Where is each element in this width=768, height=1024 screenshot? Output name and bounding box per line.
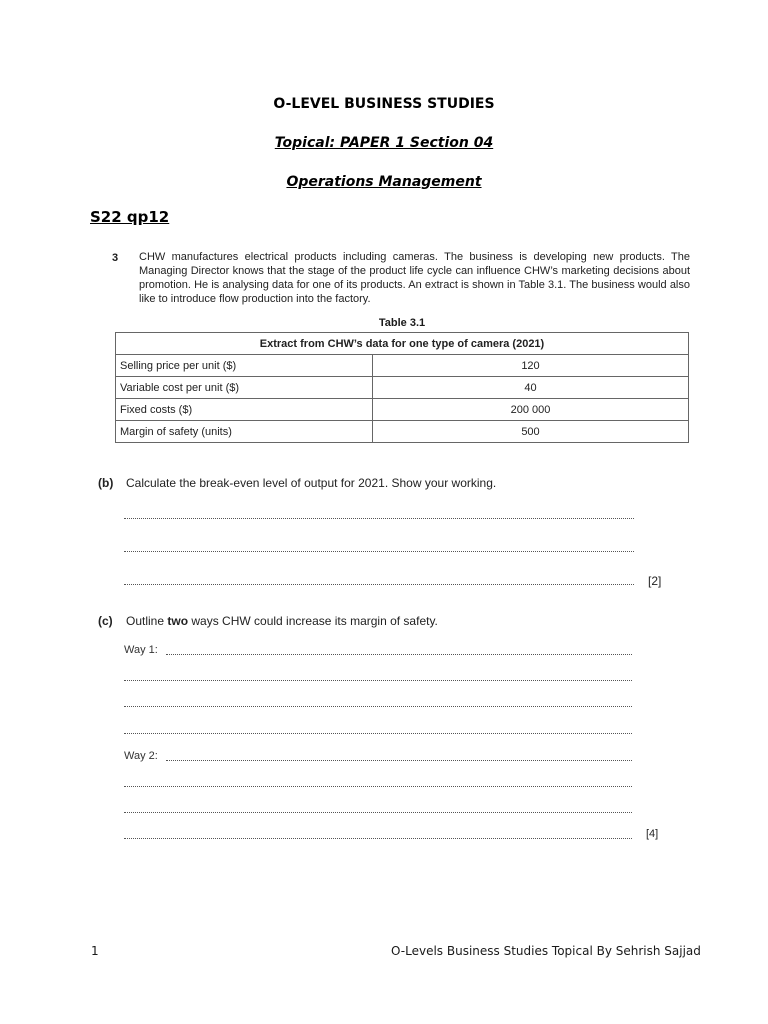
- part-c-text-pre: Outline: [126, 614, 168, 628]
- answer-line[interactable]: [124, 733, 632, 734]
- answer-line[interactable]: [124, 812, 632, 813]
- table-row: [116, 421, 689, 443]
- answer-line[interactable]: [166, 654, 632, 655]
- table-row: [116, 377, 689, 399]
- part-c-label: (c): [98, 614, 113, 628]
- answer-line[interactable]: [166, 760, 632, 761]
- part-c-text-post: ways CHW could increase its margin of safety.: [188, 614, 438, 628]
- part-c-marks: [4]: [646, 828, 659, 840]
- row-value: 200 000: [373, 399, 689, 421]
- answer-line[interactable]: [124, 584, 634, 585]
- answer-line[interactable]: [124, 518, 634, 519]
- part-b-label: (b): [98, 476, 114, 490]
- footer-credit: O-Levels Business Studies Topical By Sehrish Sajjad: [391, 944, 701, 958]
- way-1-label: Way 1:: [124, 644, 158, 656]
- row-label: Variable cost per unit ($): [116, 377, 373, 399]
- section-heading: Operations Management: [286, 174, 482, 190]
- document-title: O-LEVEL BUSINESS STUDIES: [273, 96, 495, 112]
- page-number: 1: [91, 944, 99, 958]
- way-2-label: Way 2:: [124, 750, 158, 762]
- answer-line[interactable]: [124, 838, 632, 839]
- part-c-text-bold: two: [167, 614, 189, 628]
- row-value: 40: [373, 377, 689, 399]
- answer-line[interactable]: [124, 680, 632, 681]
- row-label: Selling price per unit ($): [116, 355, 373, 377]
- part-b-marks: [2]: [648, 574, 662, 588]
- table-title: Table 3.1: [378, 317, 426, 329]
- question-intro: CHW manufactures electrical products including cameras. The business is developing new products. The Managing Director knows that the stage of the product life cycle can influence CHW’s marketing decisions about promotion. He is analysing data for one of its products. An extract is shown in Table 3.1. The business would also like to introduce flow production into the factory.: [139, 251, 690, 305]
- row-label: Margin of safety (units): [116, 421, 373, 443]
- row-label: Fixed costs ($): [116, 399, 373, 421]
- part-c-question: [98, 614, 438, 628]
- paper-code: S22 qp12: [90, 208, 170, 226]
- table-row: [116, 355, 689, 377]
- topical-heading: Topical: PAPER 1 Section 04: [274, 135, 494, 151]
- table-caption: Extract from CHW’s data for one type of camera (2021): [116, 333, 689, 355]
- answer-line[interactable]: [124, 786, 632, 787]
- row-value: 120: [373, 355, 689, 377]
- part-b-text: Calculate the break-even level of output for 2021. Show your working.: [126, 476, 497, 490]
- question-number: 3: [112, 252, 119, 264]
- answer-line[interactable]: [124, 551, 634, 552]
- data-table: [115, 332, 689, 443]
- row-value: 500: [373, 421, 689, 443]
- part-b-question: [98, 476, 496, 490]
- table-row: [116, 399, 689, 421]
- answer-line[interactable]: [124, 706, 632, 707]
